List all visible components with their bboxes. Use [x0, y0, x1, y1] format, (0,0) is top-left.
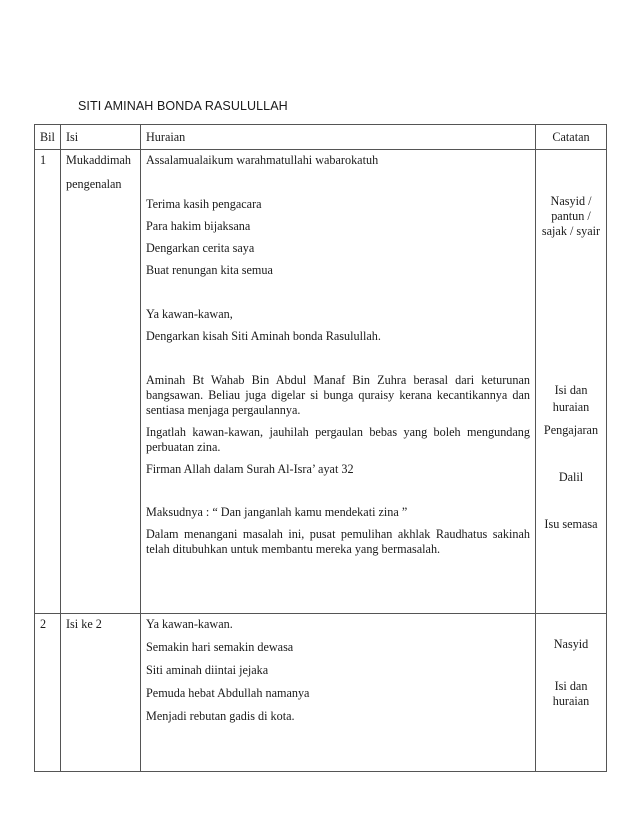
huraian-line: Firman Allah dalam Surah Al-Isra’ ayat 32	[146, 462, 354, 476]
isi-line: pengenalan	[66, 177, 122, 191]
huraian-line: Dengarkan kisah Siti Aminah bonda Rasulullah.	[146, 329, 381, 343]
huraian-line: Maksudnya : “ Dan janganlah kamu mendekati zina ”	[146, 505, 408, 519]
header-isi: Isi	[61, 125, 141, 150]
catatan-note: Isi dan	[554, 383, 588, 397]
table-row	[35, 150, 607, 614]
row-huraian	[141, 614, 536, 772]
isi-line: Mukaddimah	[66, 153, 131, 167]
catatan-note: Pengajaran	[543, 423, 599, 437]
huraian-line: Para hakim bijaksana	[146, 219, 251, 233]
huraian-line: Siti aminah diintai jejaka	[146, 663, 269, 677]
header-huraian: Huraian	[141, 125, 536, 150]
table-row	[35, 614, 607, 772]
row-bil: 1	[35, 150, 61, 614]
catatan-note: Nasyid	[553, 637, 589, 651]
catatan-note: Isu semasa	[544, 517, 598, 531]
greeting-line: Assalamualaikum warahmatullahi wabarokatuh	[146, 153, 379, 167]
catatan-note: Dalil	[558, 470, 584, 484]
row-isi	[61, 150, 141, 614]
row-huraian	[141, 150, 536, 614]
catatan-note: huraian	[552, 694, 590, 708]
table-header-row	[35, 125, 607, 150]
huraian-line: Buat renungan kita semua	[146, 263, 273, 277]
huraian-line: Menjadi rebutan gadis di kota.	[146, 709, 295, 723]
paragraph: Ingatlah kawan-kawan, jauhilah pergaulan bebas yang boleh mengundang perbuatan zina.	[146, 425, 530, 454]
row-isi: Isi ke 2	[61, 614, 141, 772]
huraian-line: Semakin hari semakin dewasa	[146, 640, 294, 654]
row-catatan	[536, 150, 607, 614]
header-bil: Bil	[35, 125, 61, 150]
row-bil: 2	[35, 614, 61, 772]
catatan-note: pantun /	[551, 209, 591, 223]
huraian-line: Dengarkan cerita saya	[146, 241, 255, 255]
catatan-note: Isi dan	[554, 679, 588, 693]
paragraph: Dalam menangani masalah ini, pusat pemulihan akhlak Raudhatus sakinah telah ditubuhkan untuk membantu mereka yang bermasalah.	[146, 527, 530, 556]
catatan-note: huraian	[552, 400, 590, 414]
huraian-line: Ya kawan-kawan,	[146, 307, 233, 321]
huraian-line: Ya kawan-kawan.	[146, 617, 233, 631]
document-title: SITI AMINAH BONDA RASULULLAH	[78, 99, 288, 113]
huraian-line: Pemuda hebat Abdullah namanya	[146, 686, 310, 700]
catatan-note: Nasyid /	[550, 194, 592, 208]
paragraph: Aminah Bt Wahab Bin Abdul Manaf Bin Zuhra berasal dari keturunan bangsawan. Beliau juga digelar si bunga quraisy kerana kecantikannya dan sentiasa menjaga pergaulannya.	[146, 373, 530, 417]
catatan-note: sajak / syair	[541, 224, 601, 238]
header-catatan: Catatan	[536, 125, 607, 150]
script-table	[34, 124, 607, 772]
row-catatan	[536, 614, 607, 772]
huraian-line: Terima kasih pengacara	[146, 197, 262, 211]
